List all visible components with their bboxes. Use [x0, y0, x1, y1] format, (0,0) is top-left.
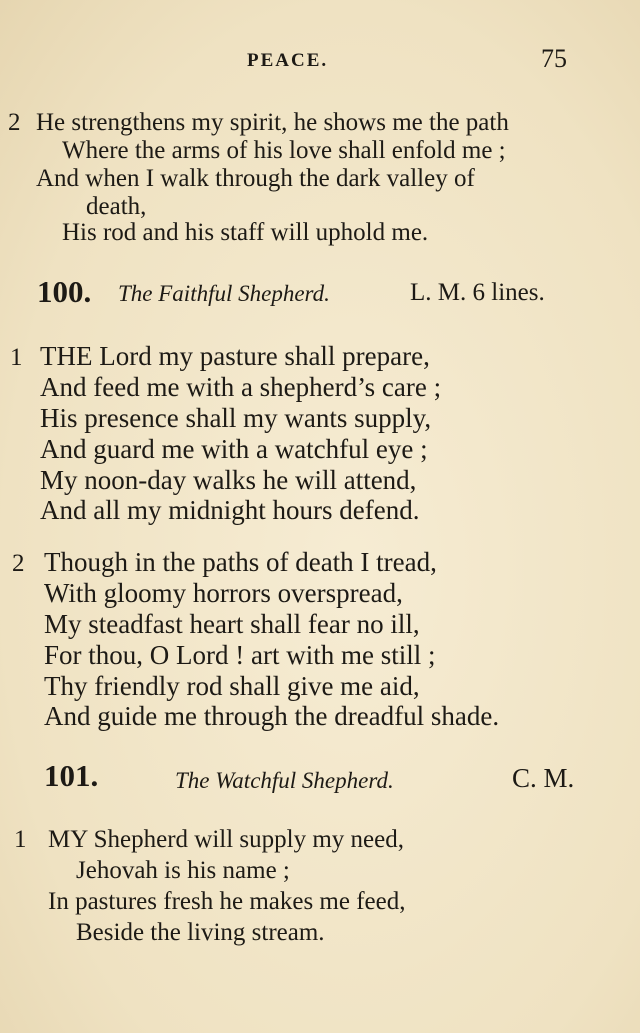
hymn-heading	[0, 274, 640, 314]
stanza-line: My steadfast heart shall fear no ill,	[44, 609, 420, 639]
stanza-line: And all my midnight hours defend.	[40, 495, 420, 525]
hymn-meter: L. M. 6 lines.	[410, 279, 545, 306]
hymn-heading	[0, 758, 640, 798]
stanza-line: For thou, O Lord ! art with me still ;	[44, 640, 436, 670]
stanza-line: MY Shepherd will supply my need,	[48, 826, 404, 853]
hymn-title: The Faithful Shepherd.	[118, 281, 330, 306]
stanza-number: 1	[14, 826, 27, 853]
stanza-line: Where the arms of his love shall enfold me ;	[62, 137, 506, 164]
page-number: 75	[541, 44, 567, 73]
hymn-title: The Watchful Shepherd.	[175, 768, 394, 793]
stanza-line: In pastures fresh he makes me feed,	[48, 888, 406, 915]
stanza-line: Jehovah is his name ;	[76, 857, 290, 884]
running-title: PEACE.	[247, 50, 329, 71]
stanza-line: His presence shall my wants supply,	[40, 403, 432, 433]
stanza-line: With gloomy horrors overspread,	[44, 578, 403, 608]
hymn-number: 100.	[37, 274, 92, 309]
stanza-number: 2	[8, 109, 21, 136]
hymn-number: 101.	[44, 758, 99, 793]
stanza-line: And when I walk through the dark valley of	[36, 165, 475, 192]
stanza-line: And guide me through the dreadful shade.	[44, 701, 500, 731]
stanza-line: Thy friendly rod shall give me aid,	[44, 671, 420, 701]
stanza-number: 2	[12, 550, 25, 577]
hymn-meter: C. M.	[512, 763, 575, 793]
stanza-line: THE Lord my pasture shall prepare,	[40, 341, 430, 371]
stanza-line: Beside the living stream.	[76, 919, 325, 946]
stanza-line: Though in the paths of death I tread,	[44, 547, 437, 577]
stanza-line: And guard me with a watchful eye ;	[40, 434, 428, 464]
page-header	[0, 44, 640, 78]
stanza-line: death,	[86, 193, 147, 220]
stanza-number: 1	[10, 344, 23, 371]
stanza-line: My noon-day walks he will attend,	[40, 465, 417, 495]
stanza-line: And feed me with a shepherd’s care ;	[40, 372, 442, 402]
stanza-line: His rod and his staff will uphold me.	[62, 219, 429, 246]
stanza-line: He strengthens my spirit, he shows me the path	[36, 109, 509, 136]
